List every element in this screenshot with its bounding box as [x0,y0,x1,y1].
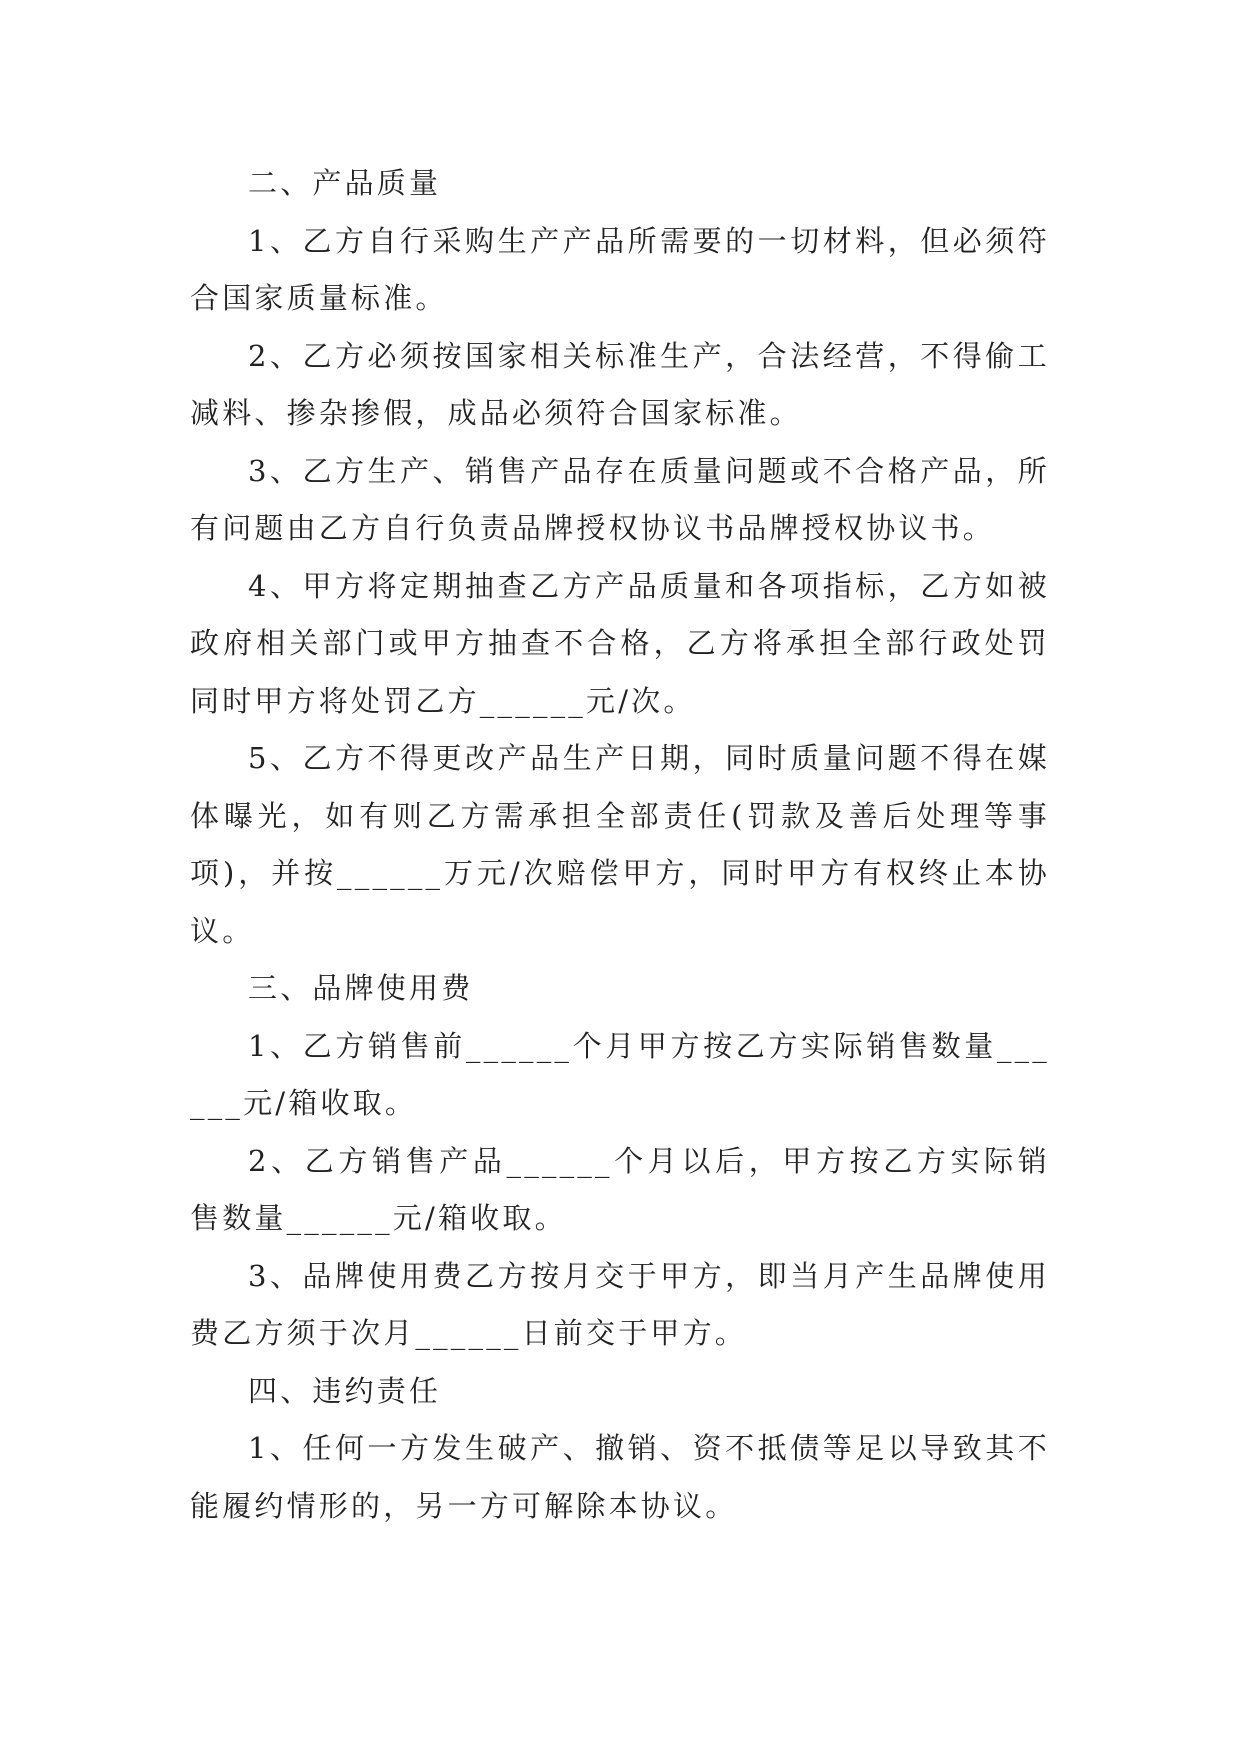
clause-2-5: 5、乙方不得更改产品生产日期，同时质量问题不得在媒体曝光，如有则乙方需承担全部责任(罚款及善后处理等事项)，并按______万元/次赔偿甲方，同时甲方有权终止本协议。 [190,741,1050,948]
section-heading-brand-fee: 三、品牌使用费 [248,971,474,1005]
clause-2-4: 4、甲方将定期抽查乙方产品质量和各项指标，乙方如被政府相关部门或甲方抽查不合格，乙方将承担全部行政处罚同时甲方将处罚乙方______元/次。 [190,568,1050,718]
clause-2-2: 2、乙方必须按国家相关标准生产，合法经营，不得偷工减料、掺杂掺假，成品必须符合国家标准。 [190,338,1050,430]
clause-2-3: 3、乙方生产、销售产品存在质量问题或不合格产品，所有问题由乙方自行负责品牌授权协议书品牌授权协议书。 [190,453,1050,545]
section-heading-product-quality: 二、产品质量 [248,166,442,200]
document-body [190,155,1050,1535]
clause-2-1: 1、乙方自行采购生产产品所需要的一切材料，但必须符合国家质量标准。 [190,223,1050,315]
section-heading-breach-liability: 四、违约责任 [248,1373,442,1408]
clause-3-3: 3、品牌使用费乙方按月交于甲方，即当月产生品牌使用费乙方须于次月______日前交于甲方。 [190,1258,1050,1350]
clause-4-1: 1、任何一方发生破产、撤销、资不抵债等足以导致其不能履约情形的，另一方可解除本协议。 [190,1431,1050,1523]
clause-3-2: 2、乙方销售产品______个月以后，甲方按乙方实际销售数量______元/箱收取。 [190,1143,1050,1235]
clause-3-1: 1、乙方销售前______个月甲方按乙方实际销售数量______元/箱收取。 [190,1028,1050,1120]
